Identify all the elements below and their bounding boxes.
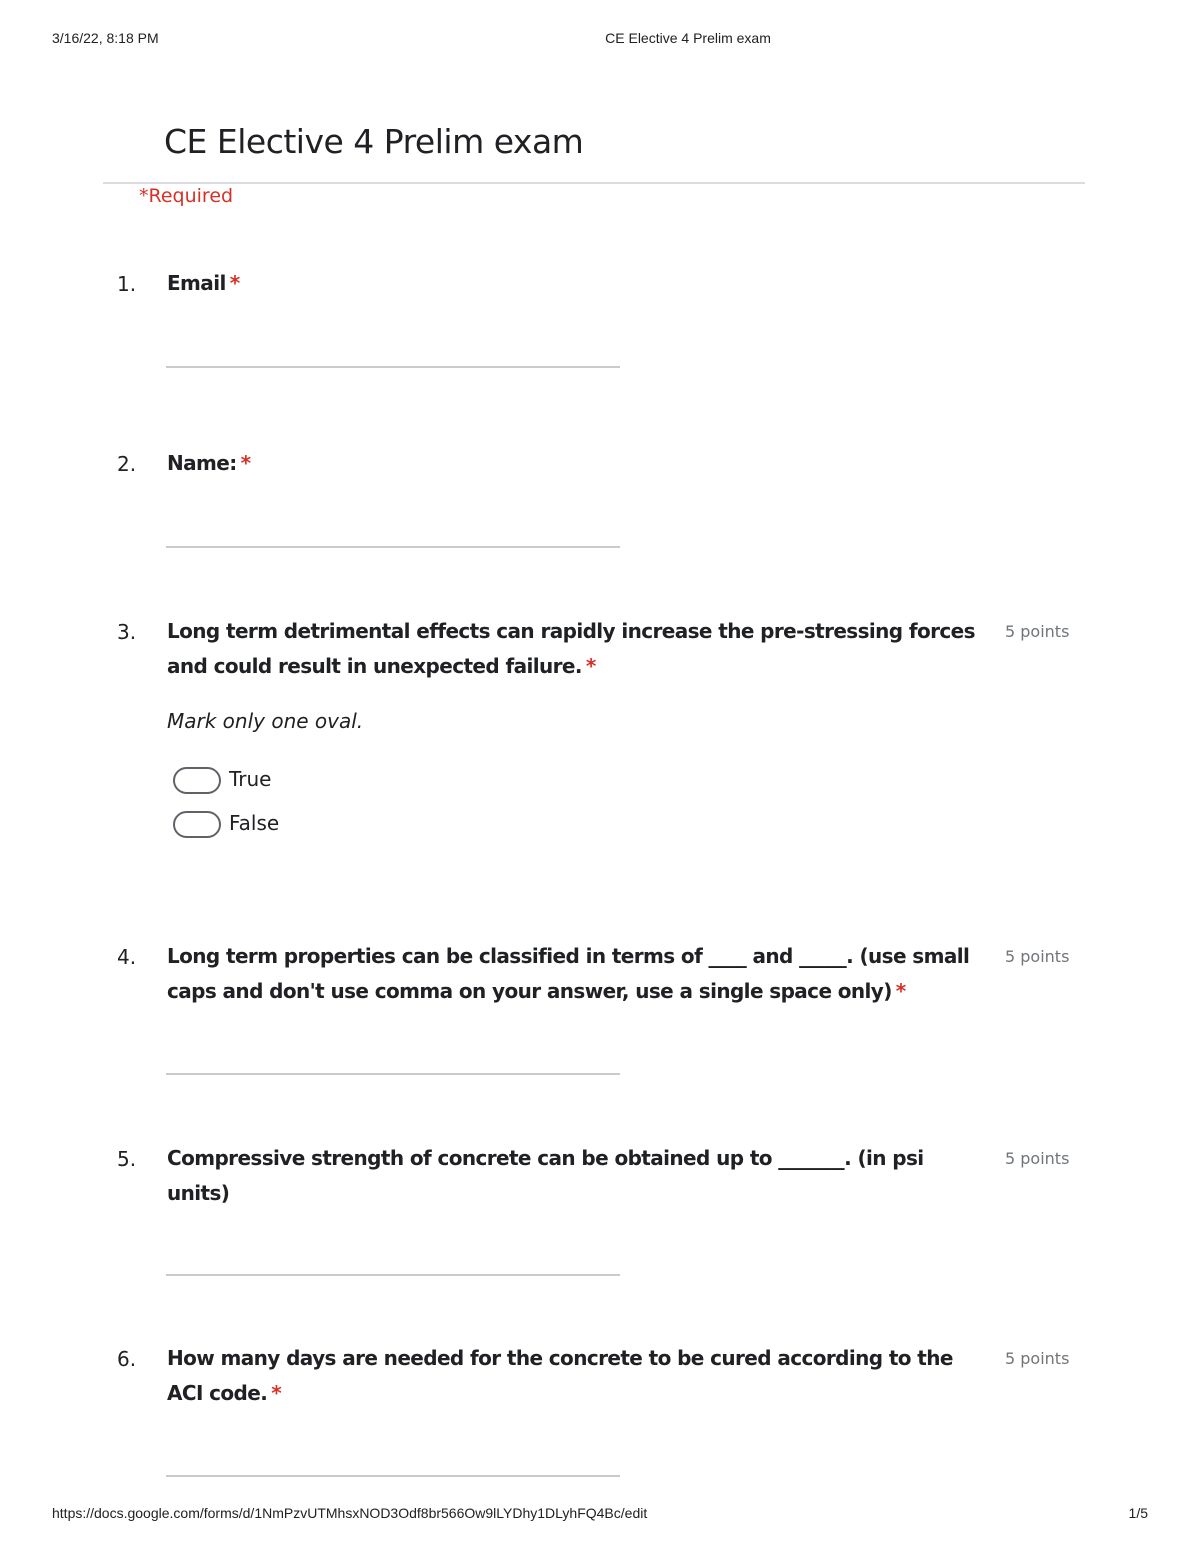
print-header [0,30,1200,50]
radio-oval-icon[interactable] [173,811,221,838]
question-text: Name: * [167,451,251,475]
page-url: https://docs.google.com/forms/d/1NmPzvUTMhsxNOD3Odf8br566Ow9lLYDhy1DLyhFQ4Bc/edit [52,1505,648,1521]
question-number: 3. [117,620,137,644]
question-text: Email * [167,271,240,295]
instruction-text: Mark only one oval. [167,709,364,733]
title-divider [103,182,1085,184]
answer-field[interactable] [166,1274,620,1276]
form-title: CE Elective 4 Prelim exam [164,122,584,161]
option-label: False [229,811,280,835]
question-text: How many days are needed for the concrete to be cured according to the ACI code. * [167,1346,953,1405]
print-datetime: 3/16/22, 8:18 PM [52,30,159,46]
question-number: 4. [117,945,137,969]
name-answer-field[interactable] [166,546,620,548]
question-number: 5. [117,1147,137,1171]
required-star: * [229,271,240,295]
required-star: * [240,451,251,475]
print-doc-title: CE Elective 4 Prelim exam [605,30,771,46]
question-text: Long term detrimental effects can rapidly increase the pre-stressing forces and could result in unexpected failure. * [167,619,975,678]
required-note: *Required [139,185,234,207]
question-number: 2. [117,452,137,476]
answer-field[interactable] [166,1475,620,1477]
question-number: 1. [117,272,137,296]
question-number: 6. [117,1347,137,1371]
email-answer-field[interactable] [166,366,620,368]
required-star: * [585,654,596,678]
required-star: * [271,1381,282,1405]
points-label: 5 points [1005,1349,1070,1368]
points-label: 5 points [1005,1149,1070,1168]
radio-oval-icon[interactable] [173,767,221,794]
option-label: True [229,767,272,791]
required-star: * [895,979,906,1003]
points-label: 5 points [1005,622,1070,641]
question-text: Long term properties can be classified in terms of ____ and _____. (use small caps and don't use comma on your answer, use a single space only) * [167,944,970,1003]
points-label: 5 points [1005,947,1070,966]
question-text: Compressive strength of concrete can be obtained up to _______. (in psi units) [167,1146,924,1205]
print-footer [0,1505,1200,1525]
page-number: 1/5 [1128,1505,1148,1521]
answer-field[interactable] [166,1073,620,1075]
